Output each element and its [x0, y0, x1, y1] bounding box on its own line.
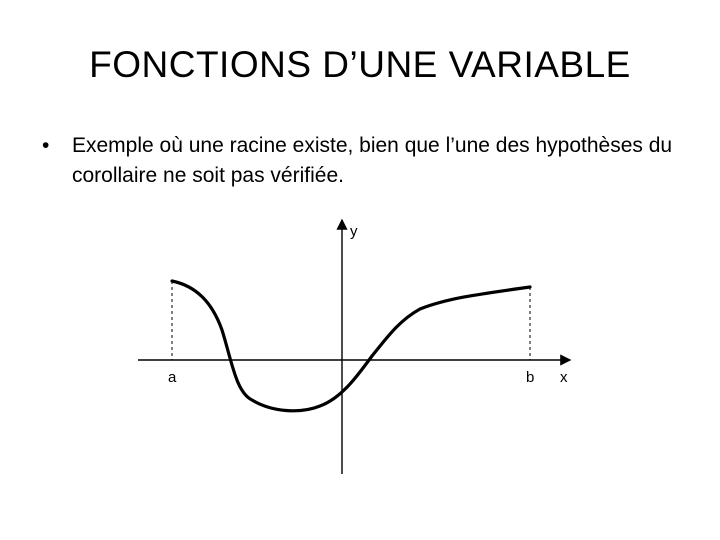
slide-title: FONCTIONS D’UNE VARIABLE [89, 44, 631, 85]
bullet-icon: • [42, 134, 50, 157]
point-b-label: b [526, 369, 535, 386]
y-axis-label: y [350, 223, 358, 240]
function-curve [172, 281, 530, 411]
bullet-text: Exemple où une racine existe, bien que l’une des hypothèses du corollaire ne soit pas vérifiée. [72, 134, 673, 187]
x-axis-label: x [560, 369, 568, 386]
point-a-label: a [168, 369, 177, 386]
